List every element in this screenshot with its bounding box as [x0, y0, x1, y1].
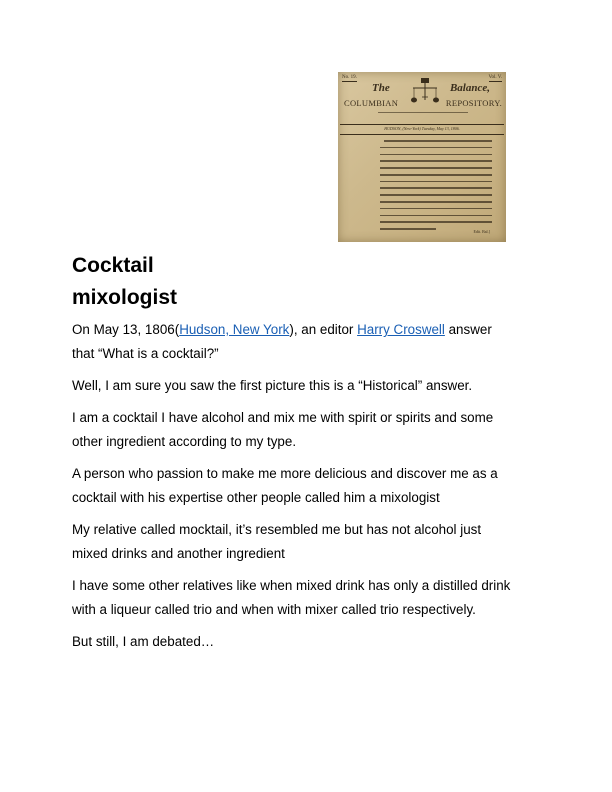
signature: Edit. Bal.]	[473, 229, 490, 234]
masthead-repository: REPOSITORY.	[445, 98, 502, 108]
scales-icon	[410, 78, 440, 108]
paragraph-relatives: I have some other relatives like when mixed drink has only a distilled drink with a liqueur called trio and when with mixer called trio respectively.	[72, 578, 511, 617]
paragraph-closing: But still, I am debated…	[72, 634, 215, 649]
dateline: HUDSON, (New-York) Tuesday, May 13, 1806.	[384, 126, 460, 131]
masthead-columbian: COLUMBIAN	[344, 98, 399, 108]
newspaper-image	[338, 72, 506, 242]
masthead-motto	[378, 112, 468, 119]
title-line-2: mixologist	[72, 286, 178, 309]
link-hudson-new-york[interactable]: Hudson, New York	[179, 322, 290, 337]
link-harry-croswell[interactable]: Harry Croswell	[357, 322, 445, 337]
paragraph-history: On May 13, 1806(Hudson, New York), an editor Harry Croswell answer that “What is a cocktail?”	[72, 322, 492, 361]
masthead-balance: Balance,	[449, 82, 490, 94]
volume-number: Vol. V.	[488, 75, 502, 80]
title-line-1: Cocktail	[72, 254, 154, 277]
paragraph-definition: I am a cocktail I have alcohol and mix me with spirit or spirits and some other ingredient according to my type.	[72, 410, 494, 449]
divider	[340, 134, 504, 135]
paragraph-mixologist: A person who passion to make me more delicious and discover me as a cocktail with his expertise other people called him a mixologist	[72, 466, 498, 505]
masthead-the: The	[372, 82, 390, 94]
page-title	[72, 250, 177, 314]
issue-number: No. 19.	[342, 75, 357, 80]
paragraph-historical: Well, I am sure you saw the first picture this is a “Historical” answer.	[72, 378, 473, 393]
article-text-block	[380, 140, 492, 236]
divider	[340, 124, 504, 125]
paragraph-mocktail: My relative called mocktail, it’s resembled me but has not alcohol just mixed drinks and another ingredient	[72, 522, 482, 561]
